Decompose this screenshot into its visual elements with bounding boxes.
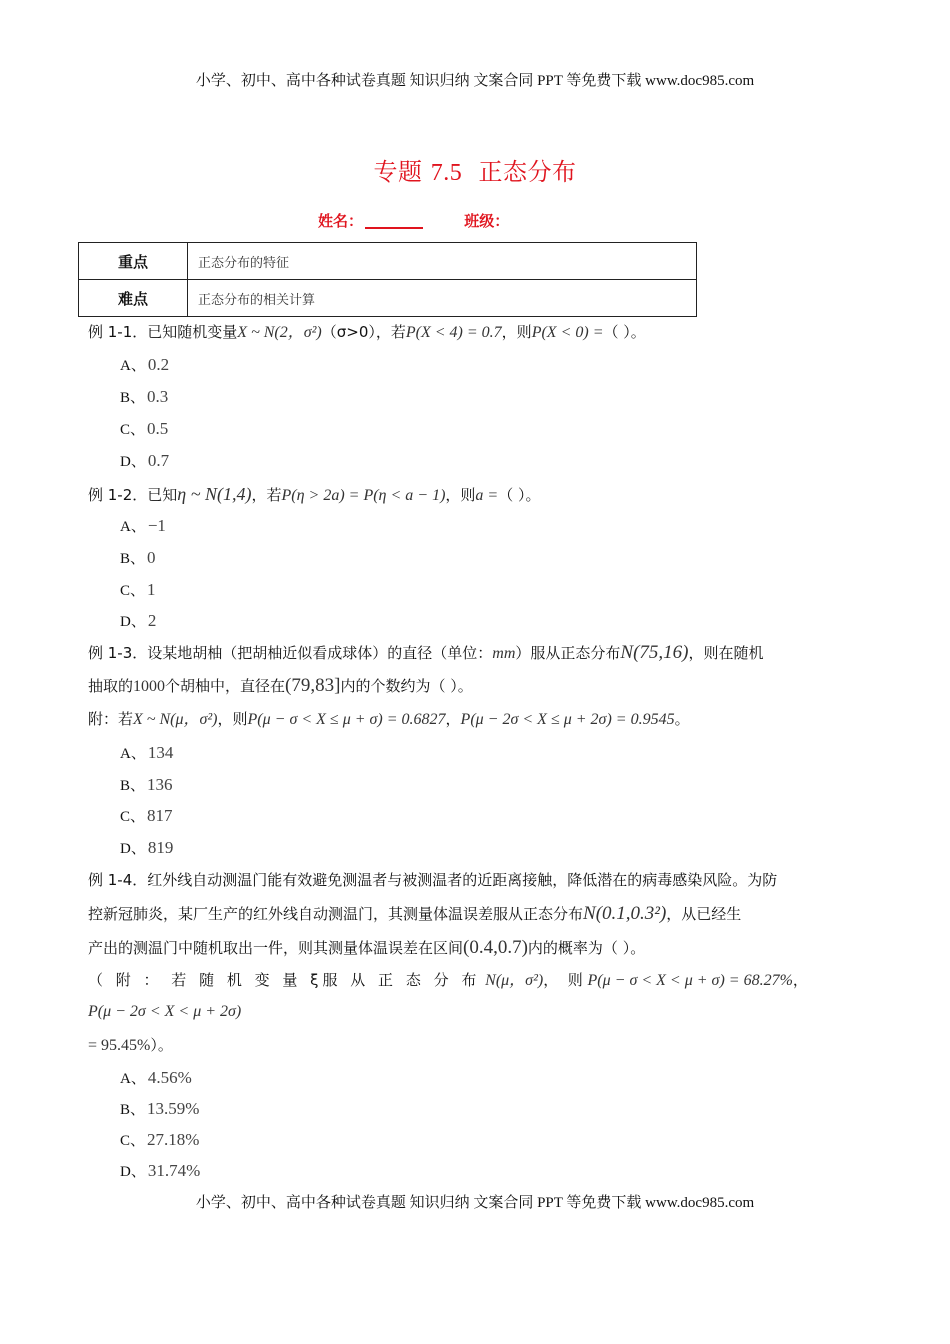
- page-title: [0, 152, 950, 187]
- option-b[interactable]: [120, 547, 156, 568]
- option-value: 27.18%: [147, 1130, 200, 1149]
- math-expression: P(η > 2a) = P(η < a − 1): [281, 487, 446, 504]
- math-expression: a =: [475, 487, 499, 504]
- question-text: 个胡柚中，直径在: [165, 677, 286, 695]
- option-label: D、: [120, 454, 146, 470]
- math-expression: 1000: [133, 678, 166, 695]
- class-label: 班级：: [464, 212, 510, 230]
- student-info-row: [318, 210, 509, 231]
- math-expression: P(X < 0) =: [531, 324, 604, 341]
- question-text: （σ>0），若: [321, 323, 406, 341]
- option-label: D、: [120, 841, 146, 857]
- math-expression: N(μ，σ²): [485, 972, 544, 989]
- option-label: D、: [120, 614, 146, 630]
- question-line: [88, 637, 868, 670]
- option-c[interactable]: [120, 1129, 199, 1150]
- option-a[interactable]: [120, 515, 166, 536]
- option-b[interactable]: [120, 386, 168, 407]
- option-a[interactable]: [120, 1067, 192, 1088]
- table-row: [79, 280, 697, 317]
- option-d[interactable]: [120, 450, 169, 471]
- question-text: ，从已经生: [666, 905, 742, 923]
- note-text: ， 则: [543, 971, 583, 989]
- option-label: C、: [120, 809, 146, 825]
- keypoint-value: 正态分布的特征: [188, 243, 697, 280]
- keypoint-key: 重点: [79, 243, 188, 280]
- note-text: ，则: [217, 710, 248, 728]
- option-c[interactable]: [120, 805, 173, 826]
- title-prefix: 专题: [373, 158, 431, 186]
- answer-blank: （ ）。: [498, 486, 541, 504]
- question-line: [88, 864, 868, 897]
- question-id: 例 1-4．: [88, 871, 148, 889]
- option-value: −1: [147, 516, 166, 535]
- math-expression: X ~ N(2，σ²): [237, 324, 322, 341]
- math-expression: P(μ − σ < X ≤ μ + σ) = 0.6827: [247, 711, 446, 728]
- option-c[interactable]: [120, 579, 156, 600]
- note-text: （ 附 ： 若 随 机 变 量 ξ服 从 正 态 分 布: [88, 971, 481, 989]
- question-1-2: [88, 478, 868, 512]
- option-value: 819: [147, 838, 174, 857]
- question-text: ，则在随机: [688, 644, 764, 662]
- question-id: 例 1-3．: [88, 644, 148, 662]
- page-footer-banner: 小学、初中、高中各种试卷真题 知识归纳 文案合同 PPT 等免费下载 www.doc985.com: [195, 1195, 755, 1211]
- math-expression: = 95.45%: [88, 1037, 151, 1054]
- note-text: ，: [445, 710, 461, 728]
- question-note: [88, 996, 868, 1027]
- keypoint-key: 难点: [79, 280, 188, 317]
- question-note: [88, 703, 868, 736]
- question-text: ，则: [445, 486, 476, 504]
- option-label: C、: [120, 422, 146, 438]
- question-note: [88, 1027, 868, 1064]
- question-text: 已知: [147, 486, 178, 504]
- question-line: [88, 670, 868, 703]
- question-text: 抽取的: [88, 677, 134, 695]
- option-value: 136: [147, 775, 173, 794]
- question-text: ）服从正态分布: [515, 644, 621, 662]
- math-expression: (79,83]: [285, 675, 341, 696]
- question-1-1: [88, 316, 868, 349]
- option-label: A、: [120, 358, 146, 374]
- question-id: 例 1-2．: [88, 486, 148, 504]
- option-d[interactable]: [120, 837, 173, 858]
- option-value: 4.56%: [147, 1068, 192, 1087]
- option-label: B、: [120, 551, 146, 567]
- question-text: 内的个数约为（ ）。: [340, 677, 473, 695]
- keypoint-value: 正态分布的相关计算: [188, 280, 697, 317]
- math-expression: P(X < 4) = 0.7: [405, 324, 502, 341]
- option-label: C、: [120, 583, 146, 599]
- question-note: [88, 965, 868, 996]
- title-number: 7.5: [430, 160, 463, 186]
- note-text: ）。: [150, 1036, 173, 1054]
- math-expression: P(μ − 2σ < X ≤ μ + 2σ) = 0.9545: [460, 711, 675, 728]
- page-header-banner: 小学、初中、高中各种试卷真题 知识归纳 文案合同 PPT 等免费下载 www.doc985.com: [195, 73, 755, 89]
- math-expression: N(0.1,0.3²): [583, 903, 667, 924]
- option-value: 31.74%: [147, 1161, 201, 1180]
- option-b[interactable]: [120, 1098, 199, 1119]
- option-label: A、: [120, 746, 146, 762]
- math-expression: P(μ − 2σ < X < μ + 2σ): [88, 1003, 242, 1020]
- option-c[interactable]: [120, 418, 168, 439]
- option-value: 1: [147, 580, 156, 599]
- math-expression: N(75,16): [620, 642, 689, 663]
- question-text: 控新冠肺炎，某厂生产的红外线自动测温门，其测量体温误差服从正态分布: [88, 905, 584, 923]
- note-text: 附：若: [88, 710, 134, 728]
- option-value: 0.2: [147, 355, 170, 374]
- question-id: 例 1-1．: [88, 323, 148, 341]
- question-text: 设某地胡柚（把胡柚近似看成球体）的直径（单位：: [147, 644, 493, 662]
- option-a[interactable]: [120, 742, 173, 763]
- option-label: C、: [120, 1133, 146, 1149]
- math-expression: X ~ N(μ，σ²): [133, 711, 218, 728]
- option-label: A、: [120, 519, 146, 535]
- question-text: 已知随机变量: [147, 323, 238, 341]
- keypoints-table: [78, 242, 697, 317]
- note-text: 。: [674, 710, 690, 728]
- option-b[interactable]: [120, 774, 173, 795]
- question-text: 红外线自动测温门能有效避免测温者与被测温者的近距离接触，降低潜在的病毒感染风险。为防: [147, 871, 778, 889]
- name-blank[interactable]: [365, 213, 423, 229]
- question-text: 内的概率为（ ）。: [527, 939, 646, 957]
- math-expression: P(μ − σ < X < μ + σ) = 68.27%: [587, 972, 793, 989]
- option-label: B、: [120, 390, 146, 406]
- question-line: [88, 897, 868, 931]
- table-row: [79, 243, 697, 280]
- option-value: 2: [147, 611, 157, 630]
- option-value: 0: [147, 548, 156, 567]
- answer-blank: （ ）。: [603, 323, 646, 341]
- title-topic: 正态分布: [462, 158, 577, 186]
- option-value: 13.59%: [147, 1099, 200, 1118]
- question-text: ，则: [501, 323, 532, 341]
- option-d[interactable]: [120, 1160, 200, 1181]
- question-text: 产出的测温门中随机取出一件，则其测量体温误差在区间: [88, 939, 464, 957]
- option-label: B、: [120, 1102, 146, 1118]
- option-d[interactable]: [120, 610, 156, 631]
- option-value: 817: [147, 806, 173, 825]
- option-a[interactable]: [120, 354, 169, 375]
- question-text: ，若: [251, 486, 282, 504]
- note-text: ，: [792, 971, 808, 989]
- option-value: 134: [147, 743, 174, 762]
- math-expression: η ~ N(1,4): [177, 484, 252, 504]
- option-value: 0.3: [147, 387, 169, 406]
- question-line: [88, 931, 868, 965]
- option-label: A、: [120, 1071, 146, 1087]
- question-1-4: [88, 864, 868, 1064]
- option-label: D、: [120, 1164, 146, 1180]
- name-label: 姓名：: [318, 212, 364, 230]
- math-expression: (0.4,0.7): [463, 937, 528, 958]
- option-label: B、: [120, 778, 146, 794]
- option-value: 0.5: [147, 419, 169, 438]
- question-1-3: [88, 637, 868, 736]
- math-expression: mm: [492, 645, 516, 662]
- option-value: 0.7: [147, 451, 170, 470]
